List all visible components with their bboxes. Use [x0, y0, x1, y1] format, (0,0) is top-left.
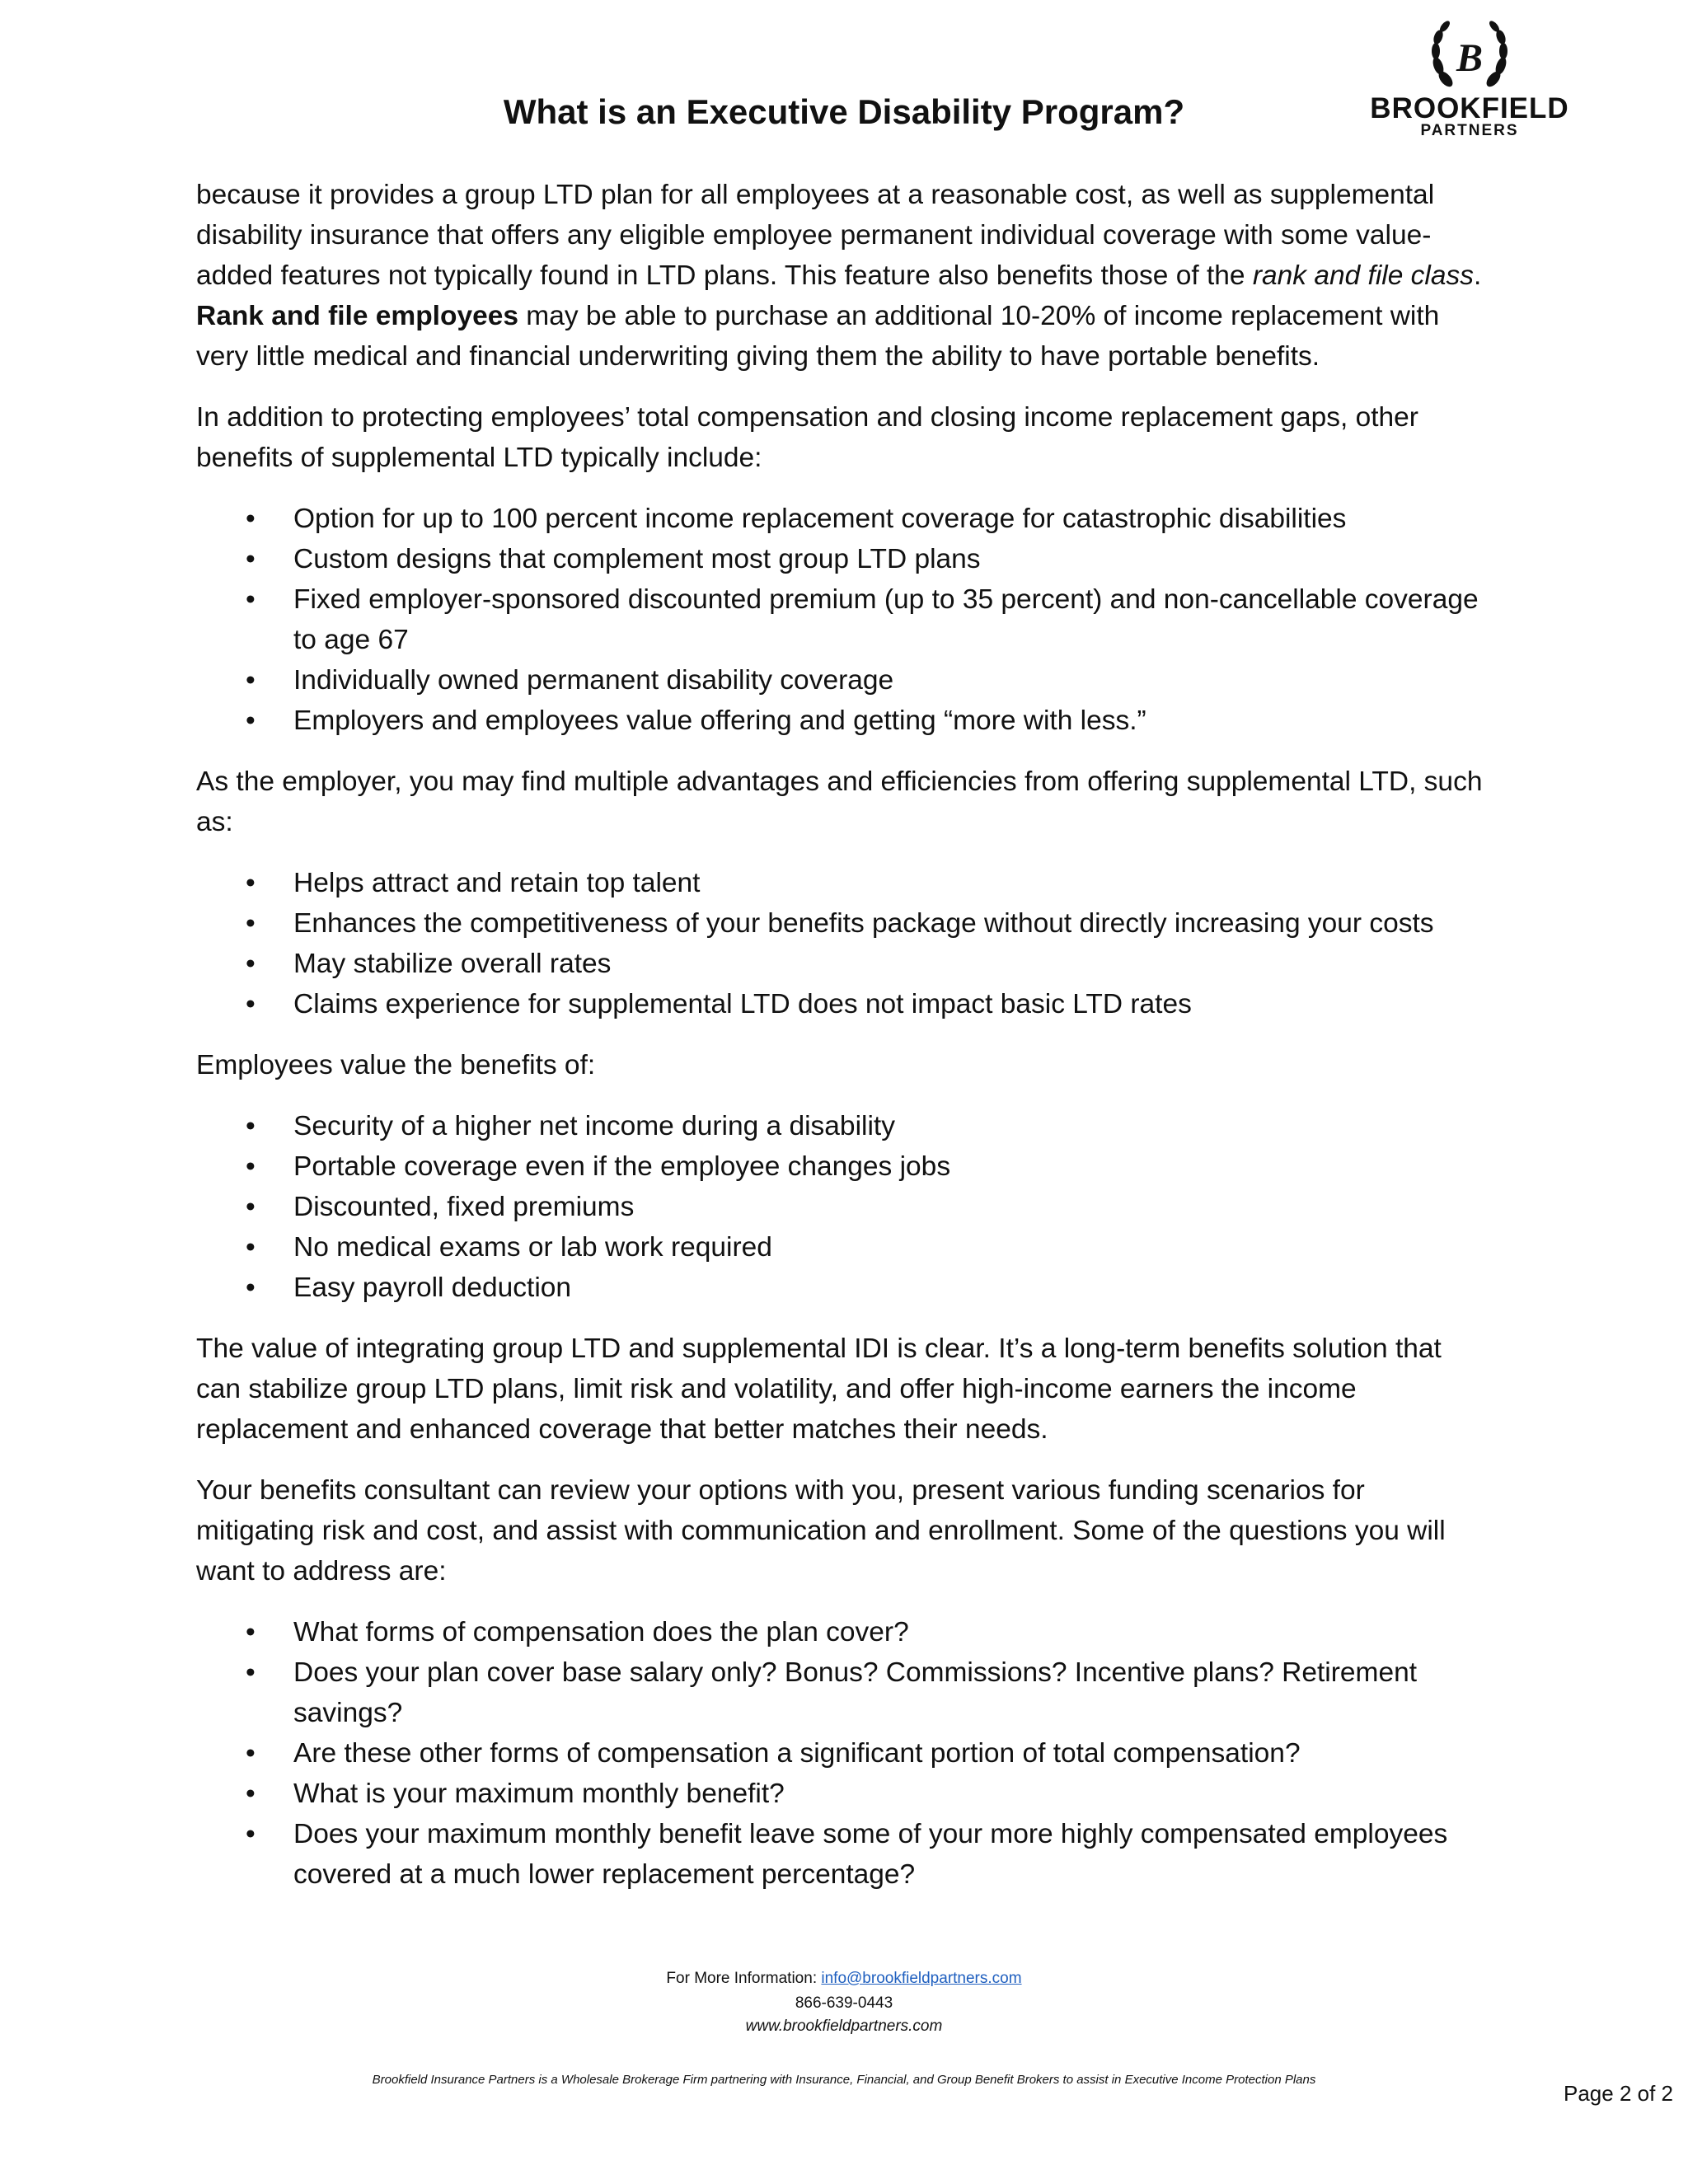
- document-body: [196, 175, 1490, 1915]
- bullet-icon: •: [246, 1151, 256, 1182]
- list-item: • Individually owned permanent disability coverage: [196, 660, 1490, 701]
- bullet-icon: •: [246, 868, 256, 898]
- footer-contact: [0, 1970, 1688, 1988]
- list-item: • Custom designs that complement most group LTD plans: [196, 539, 1490, 579]
- list-item: • Discounted, fixed premiums: [196, 1187, 1490, 1227]
- logo-initial: B: [1456, 36, 1484, 80]
- bullet-icon: •: [246, 665, 256, 696]
- footer-phone: 866-639-0443: [795, 1994, 893, 2012]
- logo-brand-text: BROOKFIELD: [1370, 92, 1569, 124]
- list-item: • Option for up to 100 percent income replacement coverage for catastrophic disabilities: [196, 499, 1490, 539]
- bullet-icon: •: [246, 544, 256, 574]
- bold-text: Rank and file employees: [196, 301, 518, 331]
- list-item: • Portable coverage even if the employee changes jobs: [196, 1146, 1490, 1187]
- list-item: • Does your maximum monthly benefit leave some of your more highly compensated employees covered at a much lower replacement percentage?: [196, 1814, 1490, 1895]
- page-number: Page 2 of 2: [1564, 2081, 1673, 2106]
- bullet-icon: •: [246, 1192, 256, 1222]
- list-item: • Employers and employees value offering and getting “more with less.”: [196, 701, 1490, 741]
- list-item: • What is your maximum monthly benefit?: [196, 1774, 1490, 1814]
- list-item: • Fixed employer-sponsored discounted premium (up to 35 percent) and non-cancellable coverage to age 67: [196, 579, 1490, 660]
- list-item: • Does your plan cover base salary only? Bonus? Commissions? Incentive plans? Retirement savings?: [196, 1652, 1490, 1733]
- list-item: • Helps attract and retain top talent: [196, 863, 1490, 903]
- benefits-list: [196, 499, 1490, 741]
- footer-info-label: For More Information:: [666, 1970, 822, 1987]
- bullet-icon: •: [246, 949, 256, 979]
- bullet-icon: •: [246, 1779, 256, 1809]
- list-item: • Claims experience for supplemental LTD does not impact basic LTD rates: [196, 984, 1490, 1024]
- page-title: What is an Executive Disability Program?: [503, 92, 1185, 131]
- list-item: • What forms of compensation does the plan cover?: [196, 1612, 1490, 1652]
- bullet-icon: •: [246, 908, 256, 939]
- bullet-icon: •: [246, 584, 256, 615]
- laurel-crest-icon: [1418, 20, 1522, 94]
- bullet-icon: •: [246, 989, 256, 1019]
- bullet-icon: •: [246, 1272, 256, 1303]
- paragraph: In addition to protecting employees’ total compensation and closing income replacement gaps, other benefits of supplemental LTD typically include:: [196, 402, 1418, 473]
- paragraph: because it provides a group LTD plan for all employees at a reasonable cost, as well as supplemental disability insurance that offers any eligible employee permanent individual coverage with some value-added features not typically found in LTD plans. This feature also benefits those of the rank and file class. Rank and file employees may be able to purchase an additional 10-20% of income replacement with very little medical and financial underwriting giving them the ability to have portable benefits.: [196, 180, 1482, 372]
- bullet-icon: •: [246, 1657, 256, 1688]
- list-item: • Are these other forms of compensation a significant portion of total compensation?: [196, 1733, 1490, 1774]
- list-item: • Security of a higher net income during a disability: [196, 1106, 1490, 1146]
- employee-benefits-list: [196, 1106, 1490, 1308]
- list-item: • May stabilize overall rates: [196, 944, 1490, 984]
- bullet-icon: •: [246, 1232, 256, 1263]
- bullet-icon: •: [246, 1819, 256, 1849]
- logo-sub-text: PARTNERS: [1420, 122, 1519, 139]
- paragraph: Your benefits consultant can review your options with you, present various funding scenarios for mitigating risk and cost, and assist with communication and enrollment. Some of the questions you will want to address are:: [196, 1475, 1446, 1586]
- employer-advantages-list: [196, 863, 1490, 1024]
- email-link[interactable]: info@brookfieldpartners.com: [821, 1970, 1022, 1987]
- bullet-icon: •: [246, 1617, 256, 1647]
- paragraph: The value of integrating group LTD and supplemental IDI is clear. It’s a long-term benefits solution that can stabilize group LTD plans, limit risk and volatility, and offer high-income earners the income replacement and enhanced coverage that better matches their needs.: [196, 1333, 1442, 1445]
- questions-list: [196, 1612, 1490, 1895]
- footer-website: www.brookfieldpartners.com: [745, 2018, 943, 2035]
- bullet-icon: •: [246, 504, 256, 534]
- paragraph: Employees value the benefits of:: [196, 1050, 596, 1080]
- brookfield-logo: [1360, 20, 1579, 143]
- list-item: • No medical exams or lab work required: [196, 1227, 1490, 1268]
- list-item: • Easy payroll deduction: [196, 1268, 1490, 1308]
- bullet-icon: •: [246, 705, 256, 736]
- bullet-icon: •: [246, 1738, 256, 1769]
- paragraph: As the employer, you may find multiple advantages and efficiencies from offering supplemental LTD, such as:: [196, 766, 1483, 837]
- list-item: • Enhances the competitiveness of your benefits package without directly increasing your costs: [196, 903, 1490, 944]
- bullet-icon: •: [246, 1111, 256, 1141]
- emphasis-text: rank and file class: [1252, 260, 1474, 291]
- footer-disclaimer: Brookfield Insurance Partners is a Wholesale Brokerage Firm partnering with Insurance, Financial, and Group Benefit Brokers to assist in Executive Income Protection Plans: [372, 2073, 1316, 2087]
